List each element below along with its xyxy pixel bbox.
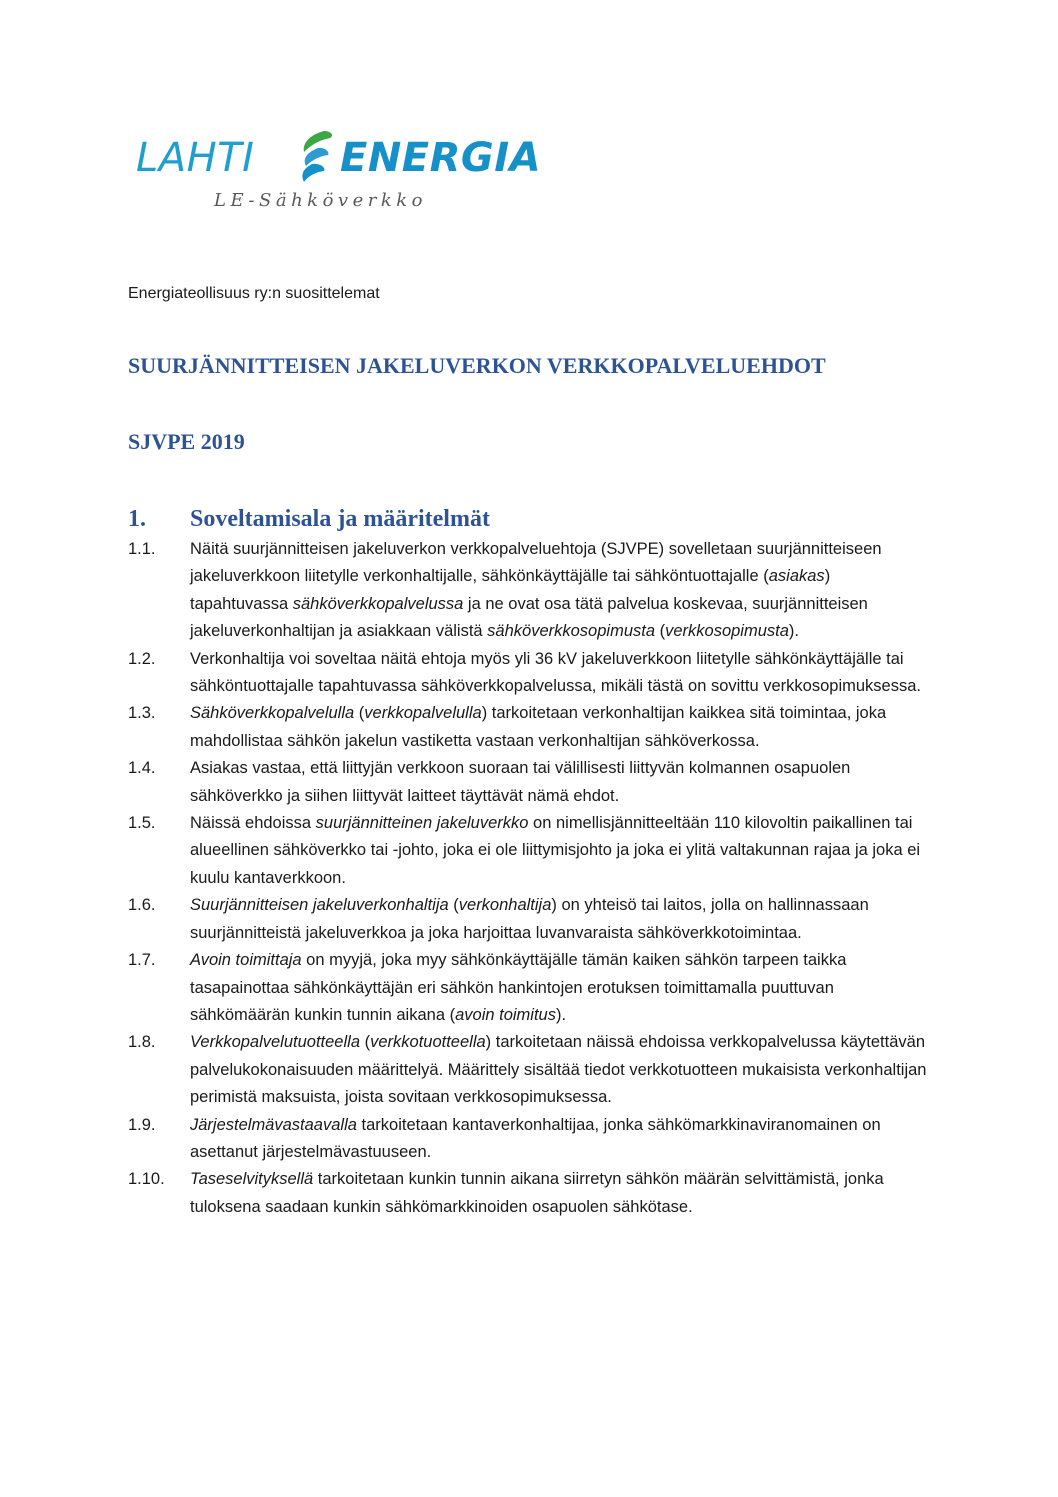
item-text-segment: ) tarkoitetaan näissä ehdoissa verkkopalvelussa käytettävän palvelukokonaisuuden määrittelyä. Määrittely sisältää tiedot verkkotuotteen mukaisista verkonhaltijan perimistä maksuista, joista sovitaan verkkosopimuksessa. [190,1033,927,1107]
defined-term: suurjännitteinen jakeluverkko [315,814,529,833]
item-text-segment: ( [655,622,666,641]
leaf-swoosh-icon [294,128,340,184]
logo-word-lahti: LAHTI [136,135,255,181]
item-number: 1.10. [128,1170,165,1189]
definition-item [128,892,928,947]
item-text [190,892,928,947]
definition-item [128,646,928,701]
item-text [190,1112,928,1167]
defined-term: Järjestelmävastaavalla [190,1115,357,1134]
defined-term: avoin toimitus [455,1005,556,1024]
definition-item [128,1112,928,1167]
item-text-segment: ) tapahtuvassa [190,567,831,613]
item-text [190,947,928,1029]
item-text-segment: on nimellisjännitteeltään 110 kilovoltin paikallinen tai alueellinen sähköverkko tai -johto, joka ei ole liittymisjohto ja joka ei ylitä valtakunnan rajaa ja joka ei kuulu kantaverkkoon. [190,814,921,887]
item-number: 1.7. [128,951,156,970]
item-text [190,700,928,755]
item-text [190,810,928,892]
defined-term: sähköverkkosopimusta [487,622,655,641]
item-text-segment: tarkoitetaan kantaverkonhaltijaa, jonka sähkömarkkinaviranomainen on asettanut järjestelmävastuuseen. [190,1115,881,1161]
item-text-segment: Näissä ehdoissa [190,814,316,833]
defined-term: Suurjännitteisen jakeluverkonhaltija [190,896,449,915]
item-text-segment: ( [360,1033,371,1052]
document-code: SJVPE 2019 [128,429,245,454]
defined-term: Avoin toimittaja [190,951,302,970]
item-text-segment: ) tarkoitetaan verkonhaltijan kaikkea sitä toimintaa, joka mahdollistaa sähkön jakelun vastiketta vastaan verkonhaltijan sähköverkossa. [190,704,887,750]
definition-item [128,810,928,892]
logo-subtitle: LE-Sähköverkko [214,190,427,211]
definition-item [128,536,928,646]
item-number: 1.2. [128,649,156,668]
defined-term: verkkopalvelulla [364,704,482,723]
item-text [190,536,928,646]
item-text-segment: Verkonhaltija voi soveltaa näitä ehtoja myös yli 36 kV jakeluverkkoon liitetylle sähkönkäyttäjälle tai sähköntuottajalle tapahtuvassa sähköverkkopalvelussa, mikäli tästä on sovittu verkkosopimuksessa. [190,649,921,696]
logo-word-energia: ENERGIA [340,135,542,181]
item-text-segment: Näitä suurjännitteisen jakeluverkon verkkopalveluehtoja (SJVPE) sovelletaan suurjännitteiseen jakeluverkkoon liitetylle verkonhaltijalle, sähkönkäyttäjälle tai sähköntuottajalle ( [190,540,882,586]
section-number: 1. [128,506,146,532]
definition-list [128,536,928,1221]
item-text-segment: ( [354,704,365,723]
defined-term: Sähköverkkopalvelulla [190,704,355,723]
item-text-segment: ). [555,1005,567,1024]
defined-term: verkkotuotteella [370,1033,486,1052]
item-number: 1.9. [128,1115,156,1134]
defined-term: Verkkopalvelutuotteella [190,1033,360,1052]
item-number: 1.6. [128,896,156,915]
defined-term: verkkosopimusta [665,622,789,641]
document-title: SUURJÄNNITTEISEN JAKELUVERKON VERKKOPALVELUEHDOT [128,353,826,378]
defined-term: sähköverkkopalvelussa [292,594,464,613]
item-text [190,646,928,701]
item-number: 1.4. [128,759,156,778]
definition-item [128,700,928,755]
item-text-segment: ( [448,896,459,915]
definition-item [128,755,928,810]
definition-item [128,947,928,1029]
definition-item [128,1166,928,1221]
item-text-segment: ) on yhteisö tai laitos, jolla on hallinnassaan suurjännitteistä jakeluverkkoa ja joka harjoittaa luvanvaraista sähköverkkotoimintaa. [190,896,869,942]
item-text-segment: ja ne ovat osa tätä palvelua koskevaa, suurjännitteisen jakeluverkonhaltijan ja asiakkaan välistä [190,594,868,641]
defined-term: Taseselvityksellä [190,1170,314,1189]
item-number: 1.1. [128,540,156,558]
item-number: 1.8. [128,1033,156,1052]
item-text [190,755,928,810]
recommendation-line: Energiateollisuus ry:n suosittelemat [128,285,380,302]
item-text-segment: tarkoitetaan kunkin tunnin aikana siirretyn sähkön määrän selvittämistä, jonka tuloksena saadaan kunkin sähkömarkkinoiden osapuolen sähkötase. [190,1170,884,1216]
company-logo [134,128,554,218]
item-number: 1.3. [128,704,156,723]
item-text-segment: Asiakas vastaa, että liittyjän verkkoon suoraan tai välillisesti liittyvän kolmannen osapuolen sähköverkko ja siihen liittyvät laitteet täyttävät nämä ehdot. [190,759,851,805]
item-number: 1.5. [128,814,156,833]
defined-term: verkonhaltija [458,896,552,915]
item-text [190,1029,928,1111]
defined-term: asiakas [768,567,825,586]
definition-item [128,1029,928,1111]
item-text [190,1166,928,1221]
item-text-segment: ). [788,622,799,641]
item-text-segment: on myyjä, joka myy sähkönkäyttäjälle tämän kaiken sähkön tarpeen taikka tasapainottaa sähkönkäyttäjän eri sähkön hankintojen erotuksen toimittamalla puuttuvan sähkömäärän kunkin tunnin aikana ( [190,951,847,1024]
section-title: Soveltamisala ja määritelmät [190,506,490,532]
